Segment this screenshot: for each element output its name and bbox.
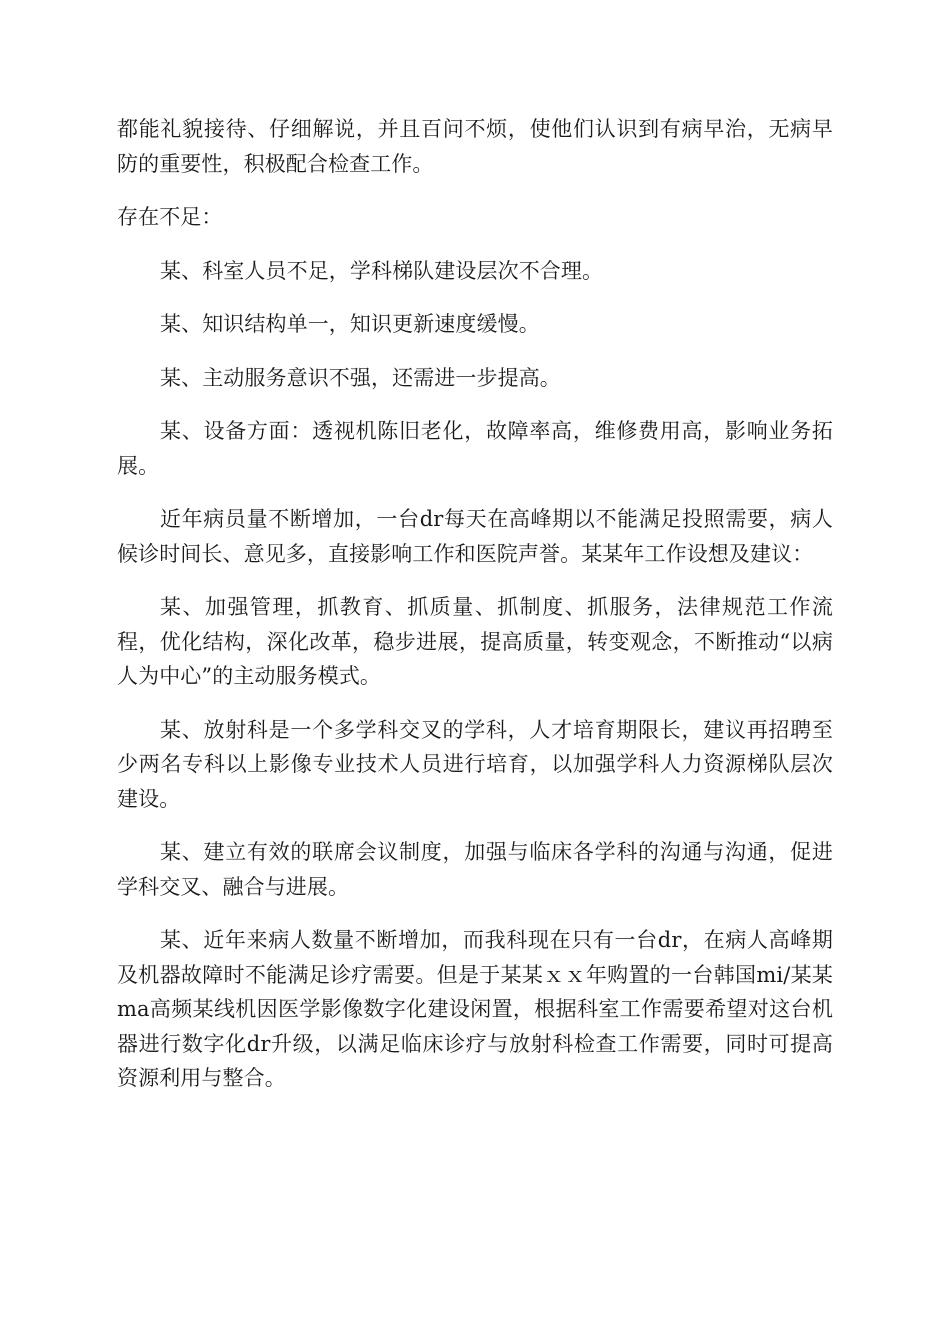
paragraph-plan-equipment-upgrade: 某、近年来病人数量不断增加，而我科现在只有一台dr，在病人高峰期及机器故障时不能满足诊疗需要。但是于某某ｘｘ年购置的一台韩国mi/某某ma高频某线机因医学影像数字化建设闲置，根据科室工作需要希望对这台机器进行数字化dr升级，以满足临床诊疗与放射科检查工作需要，同时可提高资源利用与整合。 <box>117 928 833 1090</box>
paragraph-patient-volume: 近年病员量不断增加，一台dr每天在高峰期以不能满足投照需要，病人候诊时间长、意见多，直接影响工作和医院声誉。某某年工作设想及建议： <box>117 507 833 566</box>
paragraph-plan-meetings: 某、建立有效的联席会议制度，加强与临床各学科的沟通与沟通，促进学科交叉、融合与进展。 <box>117 840 833 899</box>
paragraph-intro-continuation: 都能礼貌接待、仔细解说，并且百问不烦，使他们认识到有病早治，无病早防的重要性，积极配合检查工作。 <box>117 117 833 176</box>
paragraph-plan-management: 某、加强管理，抓教育、抓质量、抓制度、抓服务，法律规范工作流程，优化结构，深化改革，稳步进展，提高质量，转变观念，不断推动“以病人为中心”的主动服务模式。 <box>117 595 833 688</box>
document-page <box>117 112 833 1115</box>
section-heading-shortcomings: 存在不足： <box>117 205 223 229</box>
paragraph-shortcoming-equipment: 某、设备方面：透视机陈旧老化，故障率高，维修费用高，影响业务拓展。 <box>117 419 833 478</box>
paragraph-shortcoming-knowledge: 某、知识结构单一，知识更新速度缓慢。 <box>160 312 540 336</box>
paragraph-plan-talent: 某、放射科是一个多学科交叉的学科，人才培育期限长，建议再招聘至少两名专科以上影像专业技术人员进行培育，以加强学科人力资源梯队层次建设。 <box>117 717 833 811</box>
paragraph-shortcoming-staff: 某、科室人员不足，学科梯队建设层次不合理。 <box>160 258 604 283</box>
paragraph-shortcoming-service: 某、主动服务意识不强，还需进一步提高。 <box>160 365 561 390</box>
